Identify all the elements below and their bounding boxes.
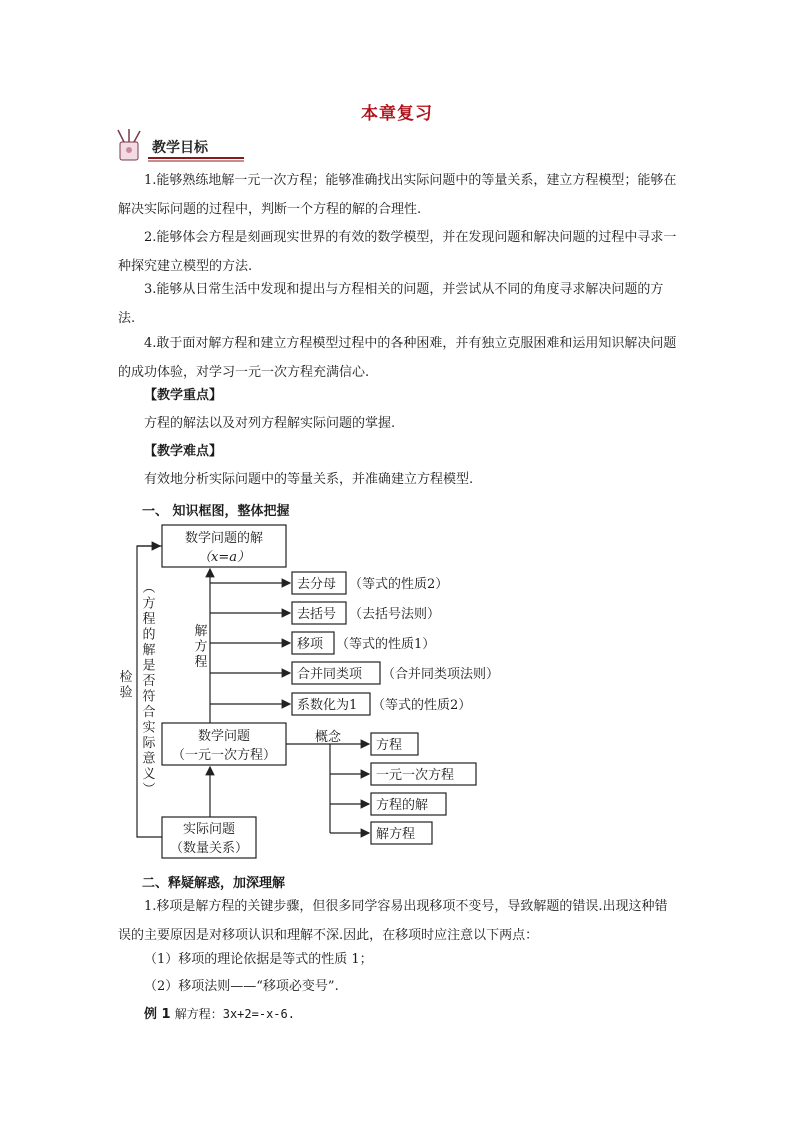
step-4-box-text: 合并同类项 (297, 667, 363, 682)
example-text: 解方程：3x+2=-x-6. (174, 1007, 295, 1021)
point-2: （2）移项法则——“移项必变号”. (144, 979, 339, 994)
section-1-heading: 一、 知识框图，整体把握 (142, 504, 290, 519)
step-2-box-text: 去括号 (297, 607, 337, 622)
difficulty-label: 【教学难点】 (144, 444, 223, 459)
example-label: 例 1 (144, 1007, 171, 1022)
step-3-note: （等式的性质1） (336, 637, 436, 652)
concept-2: 一元一次方程 (376, 768, 455, 783)
step-5-box-text: 系数化为1 (297, 698, 358, 713)
solve-label (194, 624, 207, 670)
section-2-paragraph: 1.移项是解方程的关键步骤，但很多同学容易出现移项不变号，导致解题的错误.出现这种错误的主要原因是对移项认识和理解不深.因此，在移项时应注意以下两点： (118, 899, 668, 943)
step-3-box-text: 移项 (297, 637, 324, 652)
objective-1: 1.能够熟练地解一元一次方程；能够准确找出实际问题中的等量关系，建立方程模型；能够在解决实际问题的过程中，判断一个方程的解的合理性. (118, 173, 677, 217)
svg-text:︵方程的解是否符合实际意义︶: ︵方程的解是否符合实际意义︶ (142, 581, 156, 798)
concept-4: 解方程 (376, 827, 416, 842)
objective-2: 2.能够体会方程是刻画现实世界的有效的数学模型，并在发现问题和解决问题的过程中寻求一种探究建立模型的方法. (118, 230, 677, 274)
step-1-box-text: 去分母 (297, 577, 337, 592)
key-point-label: 【教学重点】 (144, 388, 223, 403)
step-1-note: （等式的性质2） (349, 577, 449, 592)
real-problem-line1: 实际问题 (182, 822, 236, 837)
solution-box-line2: （x=a） (198, 550, 250, 565)
concept-label: 概念 (315, 730, 342, 745)
objective-4: 4.敢于面对解方程和建立方程模型过程中的各种困难，并有独立克服困难和运用知识解决问题的成功体验，对学习一元一次方程充满信心. (118, 336, 677, 380)
step-2-note: （去括号法则） (349, 607, 441, 622)
concept-1: 方程 (376, 738, 403, 753)
section-2-heading: 二、释疑解惑，加深理解 (142, 876, 286, 891)
check-label (119, 669, 132, 701)
solution-box-line1: 数学问题的解 (184, 531, 264, 546)
step-5-note: （等式的性质2） (372, 698, 472, 713)
step-4-note: （合并同类项法则） (382, 667, 500, 682)
key-point-text: 方程的解法以及对列方程解实际问题的掌握. (144, 416, 396, 431)
point-1: （1）移项的理论依据是等式的性质 1； (144, 952, 373, 967)
page-title: 本章复习 (361, 104, 433, 124)
objectives-heading: 教学目标 (152, 140, 208, 156)
example-1 (118, 1000, 706, 1030)
meaning-label (142, 581, 156, 798)
svg-text:解方程: 解方程 (194, 624, 208, 670)
svg-text:检验: 检验 (119, 670, 133, 701)
real-problem-line2: （数量关系） (169, 841, 249, 856)
difficulty-text: 有效地分析实际问题中的等量关系，并准确建立方程模型. (144, 472, 474, 487)
objective-3: 3.能够从日常生活中发现和提出与方程相关的问题，并尝试从不同的角度寻求解决问题的方法. (118, 282, 664, 326)
concept-3: 方程的解 (376, 798, 429, 813)
math-problem-line1: 数学问题 (197, 729, 251, 744)
math-problem-line2: （一元一次方程） (171, 748, 277, 763)
